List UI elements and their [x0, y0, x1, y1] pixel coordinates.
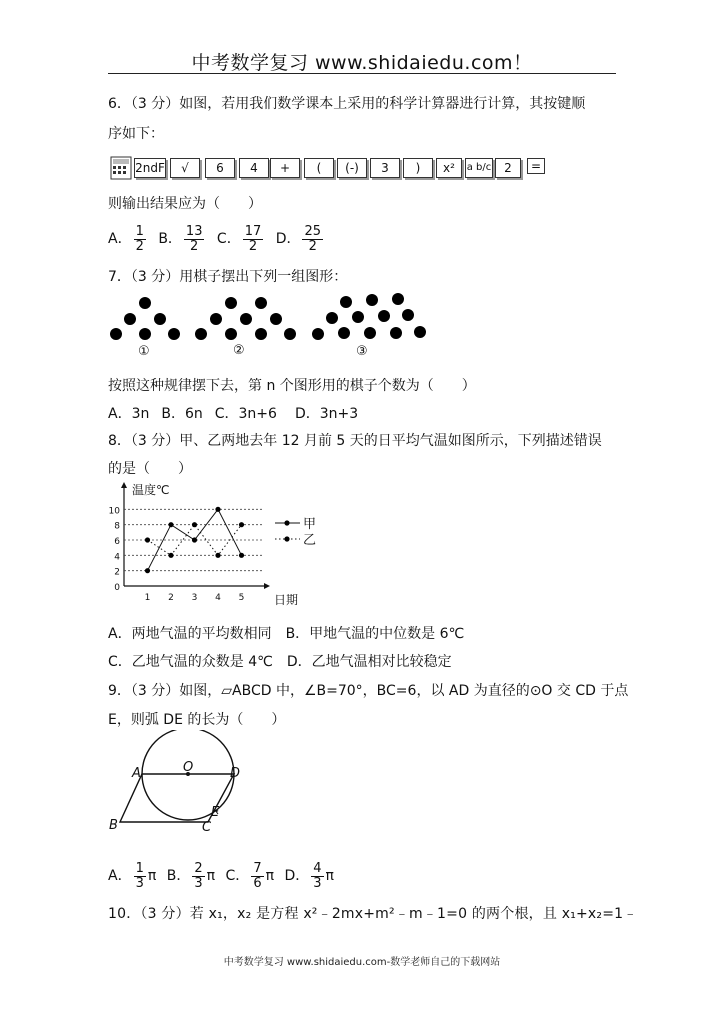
key-equals: =	[527, 158, 545, 174]
data-point	[215, 507, 220, 512]
q9-figure	[100, 730, 260, 840]
point-label-c: C	[202, 820, 212, 835]
header-rule	[108, 73, 616, 74]
legend-marker	[284, 536, 289, 541]
data-point	[168, 553, 173, 558]
q9-option-d: D． $\frac{4}{3}$ π	[284, 860, 334, 891]
key-fraction: a b/c	[465, 158, 493, 178]
y-tick-label: 10	[108, 506, 120, 517]
q6-result-line: 则输出结果应为（ ）	[108, 196, 262, 212]
key-square: x²	[436, 158, 462, 178]
pattern-3	[312, 293, 426, 340]
q7-label-2: ②	[233, 343, 245, 358]
x-tick-label: 3	[191, 593, 198, 603]
x-tick-label: 5	[238, 593, 245, 603]
point-label-d: D	[230, 766, 241, 781]
data-point	[215, 553, 220, 558]
q8-stem-line1: 8．（3 分）甲、乙两地去年 12 月前 5 天的日平均气温如图所示，下列描述错误	[108, 433, 602, 449]
data-point	[192, 522, 197, 527]
page-footer: 中考数学复习 www.shidaiedu.com-数学老师自己的下载网站	[223, 957, 501, 968]
key-4: 4	[239, 158, 269, 178]
q8-options-line2: C．乙地气温的众数是 4℃ D．乙地气温相对比较稳定	[108, 654, 452, 670]
y-tick-label: 2	[114, 567, 120, 578]
data-point	[192, 537, 197, 542]
x-tick-label: 4	[215, 593, 221, 603]
x-axis-arrow	[264, 583, 270, 589]
key-2ndf: 2ndF	[134, 158, 166, 178]
q8-options-line1: A．两地气温的平均数相同 B．甲地气温的中位数是 6℃	[108, 626, 465, 642]
q7-stem: 7．（3 分）用棋子摆出下列一组图形：	[108, 269, 348, 285]
pattern-1	[110, 297, 180, 340]
data-point	[168, 522, 173, 527]
point-label-a: A	[132, 766, 141, 781]
q6-option-d: D． $\frac{25}{2}$	[275, 223, 322, 254]
key-open-paren: (	[304, 158, 334, 178]
q6-stem-line2: 序如下：	[108, 126, 164, 142]
point-label-o: O	[183, 760, 194, 775]
q7-option-d: D．3n+3	[294, 406, 359, 422]
q7-option-a: A．3n	[108, 406, 150, 422]
y-tick-label: 0	[114, 583, 120, 593]
data-point	[239, 522, 244, 527]
key-sqrt: √	[170, 158, 200, 178]
q9-option-b: B． $\frac{2}{3}$ π	[166, 860, 216, 891]
y-tick-label: 8	[114, 521, 120, 532]
q6-option-b: B． $\frac{13}{2}$	[158, 223, 203, 254]
q7-figure	[100, 288, 440, 364]
pattern-2	[195, 297, 296, 340]
x-tick-label: 1	[144, 593, 151, 603]
point-label-b: B	[109, 818, 118, 833]
y-tick-label: 6	[114, 537, 120, 547]
q10-stem: 10．（3 分）若 x₁，x₂ 是方程 x²﹣2mx+m²﹣m﹣1=0 的两个根，且 x₁+x₂=1﹣	[108, 906, 638, 922]
key-6: 6	[205, 158, 235, 178]
q6-stem-line1: 6．（3 分）如图，若用我们数学课本上采用的科学计算器进行计算，其按键顺	[108, 96, 586, 112]
q7-question: 按照这种规律摆下去，第 n 个图形用的棋子个数为（ ）	[108, 378, 476, 394]
legend-label: 甲	[303, 517, 317, 532]
q6-option-a: A． $\frac{1}{2}$	[108, 223, 144, 254]
key-2: 2	[495, 158, 521, 178]
x-axis-label: 日期	[274, 593, 299, 607]
key-3: 3	[370, 158, 400, 178]
q7-option-b: B．6n	[161, 406, 203, 422]
key-plus: +	[270, 158, 300, 178]
q9-stem-line1: 9．（3 分）如图，▱ABCD 中，∠B=70°，BC=6，以 AD 为直径的⊙O 交 CD 于点	[108, 683, 629, 699]
legend-label: 乙	[303, 533, 317, 548]
q8-stem-line2: 的是（ ）	[108, 461, 192, 477]
q9-options	[108, 860, 340, 892]
x-tick-label: 2	[168, 593, 174, 603]
key-close-paren: )	[403, 158, 433, 178]
q7-label-3: ③	[356, 344, 368, 359]
legend-marker	[284, 520, 289, 525]
y-axis-label: 温度℃	[132, 483, 170, 497]
q9-option-a: A． $\frac{1}{3}$ π	[108, 860, 157, 891]
page-header: 中考数学复习 www.shidaiedu.com！	[191, 52, 533, 74]
q6-option-c: C． $\frac{17}{2}$	[216, 223, 262, 254]
data-point	[145, 537, 150, 542]
q6-options	[108, 224, 331, 254]
q7-option-c: C．3n+6	[214, 406, 277, 422]
q7-label-1: ①	[138, 344, 150, 359]
key-negative: (-)	[337, 158, 367, 178]
data-point	[145, 568, 150, 573]
q7-options	[108, 404, 364, 424]
temperature-chart	[100, 478, 340, 610]
calculator-icon	[110, 156, 132, 180]
q9-stem-line2: E，则弧 DE 的长为（ ）	[108, 712, 286, 728]
q9-option-c: C． $\frac{7}{6}$ π	[225, 860, 275, 891]
point-label-e: E	[211, 805, 220, 820]
data-point	[239, 553, 244, 558]
y-axis-arrow	[121, 482, 127, 488]
y-tick-label: 4	[114, 552, 120, 563]
